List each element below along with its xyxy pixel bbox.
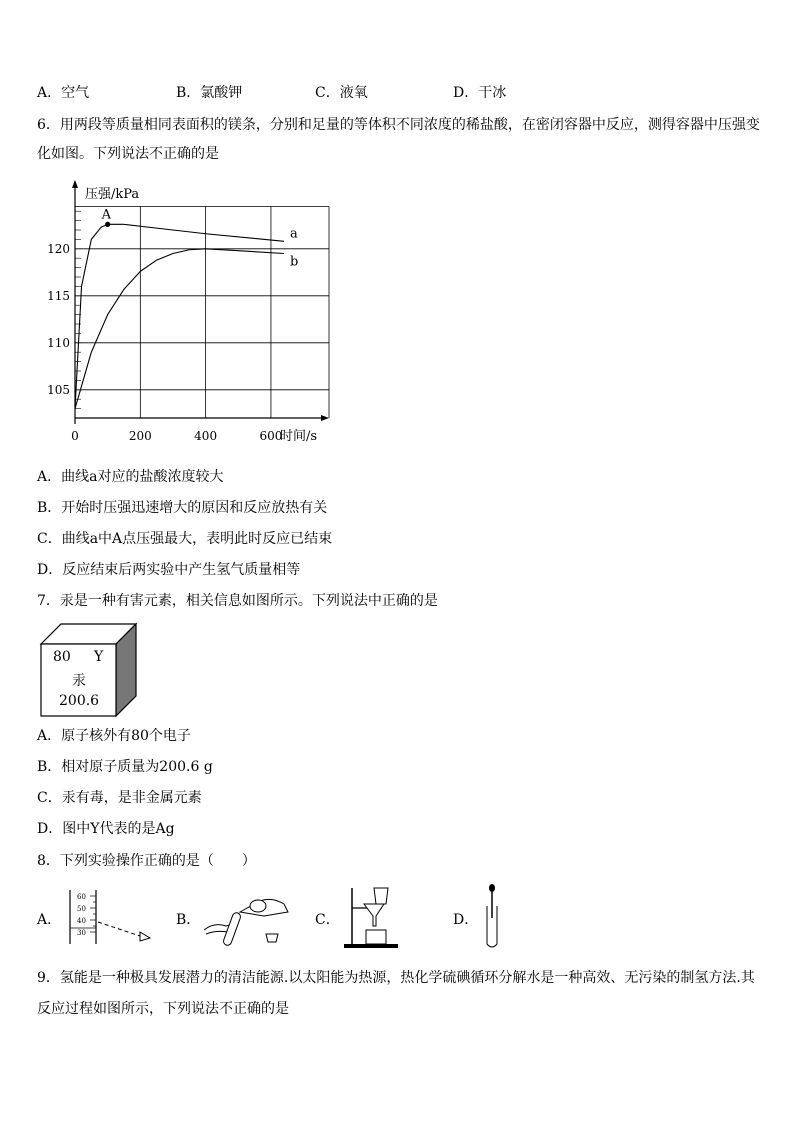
- q8-label-c: C．: [315, 912, 340, 928]
- q9-stem-line1: 9．氢能是一种极具发展潜力的清洁能源.以太阳能为热源，热化学硫碘循环分解水是一种高效、无污染的制氢方法.其: [37, 970, 755, 986]
- pouring-illustration: [200, 890, 295, 950]
- point-a-marker: [105, 222, 110, 227]
- cylinder-tick-40: 40: [77, 917, 86, 925]
- x-tick-label: 0: [71, 429, 79, 443]
- q5-option-c: C．液氧: [315, 85, 368, 101]
- x-tick-label: 400: [194, 429, 218, 443]
- q7-option-a: A．原子核外有80个电子: [37, 728, 191, 744]
- stopper-icon: [266, 934, 278, 942]
- cylinder-tick-50: 50: [77, 905, 86, 913]
- q8-label-b: B．: [176, 912, 201, 928]
- pressure-time-chart: [47, 178, 340, 448]
- x-tick-label: 200: [128, 429, 152, 443]
- x-tick-label: 600: [259, 429, 283, 443]
- q7-option-c: C．汞有毒，是非金属元素: [37, 790, 202, 806]
- q7-option-b: B．相对原子质量为200.6 g: [37, 759, 213, 775]
- q5-option-d: D．干冰: [453, 85, 507, 101]
- element-symbol: Y: [94, 649, 104, 665]
- q8-stem: 8．下列实验操作正确的是（ ）: [37, 853, 256, 869]
- point-a-label: A: [101, 207, 112, 223]
- q6-stem-line1: 6．用两段等质量相同表面积的镁条，分别和足量的等体积不同浓度的稀盐酸，在密闭容器中反应，测得容器中压强变: [37, 117, 760, 133]
- element-cube: [41, 622, 137, 718]
- x-axis-label: 时间/s: [280, 429, 318, 444]
- q7-stem: 7．汞是一种有害元素，相关信息如图所示。下列说法中正确的是: [37, 593, 438, 609]
- series-a-label: a: [290, 226, 298, 242]
- y-tick-label: 115: [47, 288, 70, 303]
- y-tick-label: 120: [47, 241, 70, 256]
- x-axis-arrow: [321, 415, 329, 421]
- element-name: 汞: [72, 673, 86, 689]
- element-number: 80: [53, 649, 71, 665]
- q8-label-d: D．: [453, 912, 479, 928]
- q6-stem-line2: 化如图。下列说法不正确的是: [37, 146, 219, 162]
- q5-option-b: B．氯酸钾: [176, 85, 243, 101]
- cylinder-tick-60: 60: [77, 893, 86, 901]
- q6-option-d: D．反应结束后两实验中产生氢气质量相等: [37, 562, 301, 578]
- y-axis-label: 压强/kPa: [85, 187, 140, 202]
- filtration-illustration: [340, 884, 400, 950]
- series-b-line: [75, 249, 284, 409]
- q7-option-d: D．图中Y代表的是Ag: [37, 821, 175, 837]
- q8-label-a: A．: [37, 912, 62, 928]
- element-mass: 200.6: [59, 693, 100, 709]
- q6-option-a: A．曲线a对应的盐酸浓度较大: [37, 469, 224, 485]
- cylinder-reading-illustration: [64, 888, 154, 948]
- y-tick-label: 105: [47, 382, 70, 397]
- q6-option-c: C．曲线a中A点压强最大，表明此时反应已结束: [37, 531, 333, 547]
- q9-stem-line2: 反应过程如图所示，下列说法不正确的是: [37, 1001, 289, 1017]
- series-b-label: b: [290, 254, 299, 270]
- y-tick-label: 110: [47, 335, 70, 350]
- q6-option-b: B．开始时压强迅速增大的原因和反应放热有关: [37, 500, 328, 516]
- y-axis-arrow: [72, 180, 78, 188]
- eye-icon: [140, 932, 150, 941]
- q5-option-a: A．空气: [37, 85, 90, 101]
- cylinder-tick-30: 30: [77, 929, 86, 937]
- dropper-illustration: [482, 882, 502, 950]
